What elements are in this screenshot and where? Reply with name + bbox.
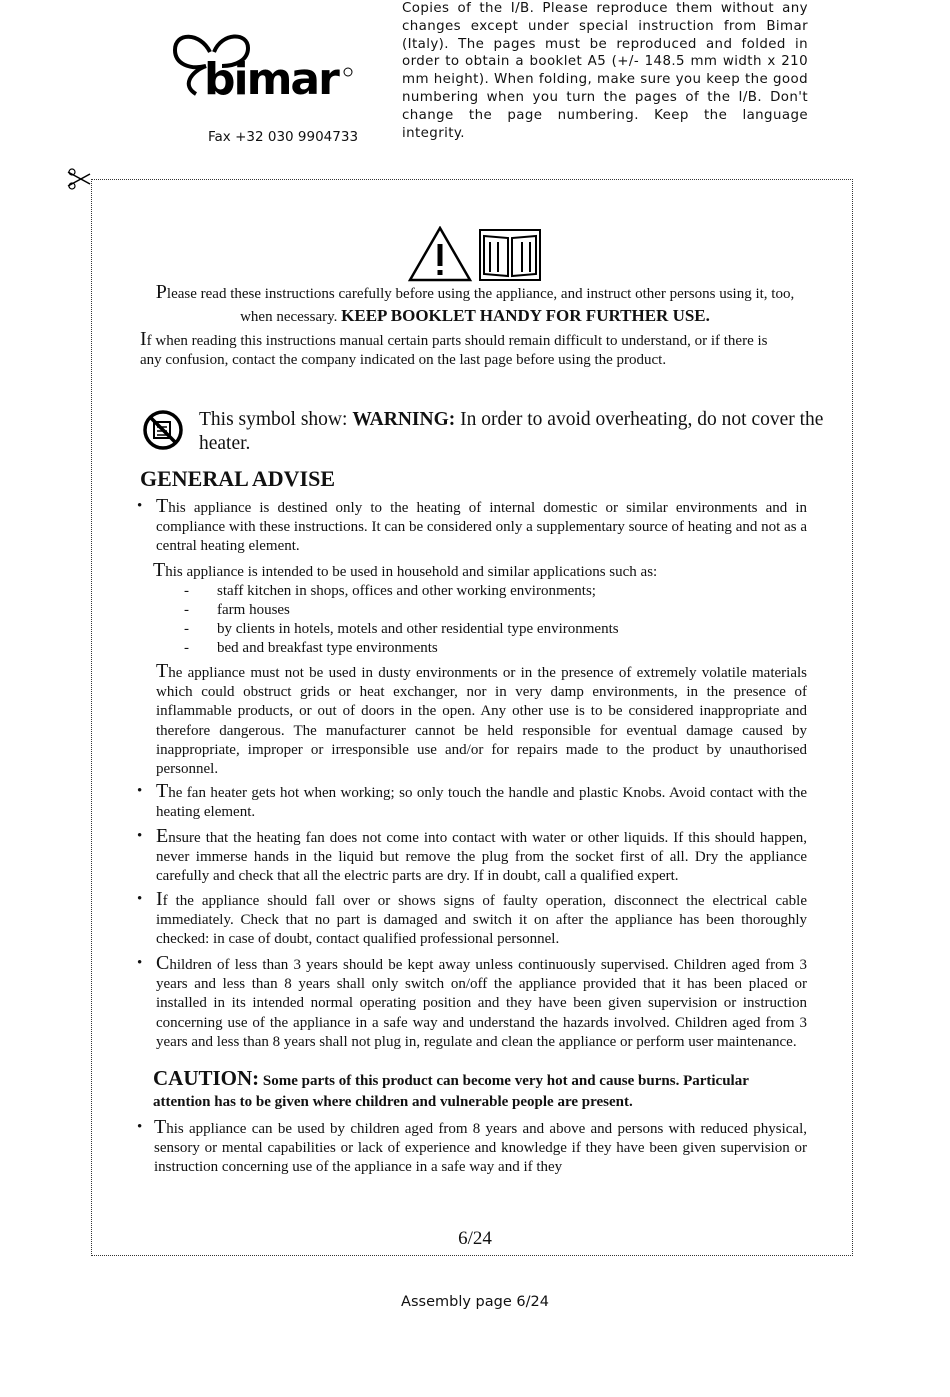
bimar-logo <box>170 30 360 102</box>
intro-paragraph-1: Please read these instructions carefully before using the appliance, and instruct other persons using it, too, when necessary. KEEP BOOKLET HANDY FOR FURTHER USE. <box>155 281 795 325</box>
section-heading: GENERAL ADVISE <box>140 466 336 491</box>
list-item: - staff kitchen in shops, offices and other working environments; <box>184 583 596 599</box>
dash-icon: - <box>184 602 189 618</box>
advice-paragraph-8: This appliance can be used by children aged from 8 years and above and persons with reduced physical, sensory or mental capabilities or lack of experience and knowledge if they have been given supervision or instruction concerning use of the appliance in a safe way and if they <box>154 1116 807 1176</box>
scissors-icon <box>66 168 92 190</box>
intro-paragraph-2: If when reading this instructions manual certain parts should remain difficult to understand, or if there is any confusion, contact the company indicated on the last page before using the product. <box>140 328 768 368</box>
bullet-icon: • <box>137 498 143 514</box>
fax-number: Fax +32 030 9904733 <box>208 129 359 145</box>
list-item: - by clients in hotels, motels and other residential type environments <box>184 621 619 637</box>
advice-paragraph-3: The appliance must not be used in dusty environments or in the presence of extremely volatile materials which could obstruct grids or heat exchanger, nor in very damp environments, in the presence of inflammable products, or out of doors in the open. Any other use is to be considered inappropriate and therefore dangerous. The manufacturer cannot be held responsible for eventual damage caused by inappropriate, improper or irresponsible use and/or for repairs made to the product by unauthorised personnel. <box>156 660 807 778</box>
page-number: 6/24 <box>458 1228 492 1249</box>
open-book-icon <box>480 230 540 280</box>
list-item: - bed and breakfast type environments <box>184 640 438 656</box>
warning-icons <box>408 226 544 282</box>
advice-paragraph-5: Ensure that the heating fan does not come into contact with water or other liquids. If this should happen, never immerse hands in the liquid but remove the plug from the socket first of all. Dry the appliance carefully and check that all the electric parts are dry. If in doubt, call a qualified expert. <box>156 825 807 885</box>
dash-icon: - <box>184 640 189 656</box>
advice-paragraph-7: Children of less than 3 years should be kept away unless continuously supervised. Children aged from 3 years and less than 8 years shall only switch on/off the appliance provided that it has been placed or installed in its intended normal operating position and they have been given supervision or instruction concerning use of the appliance in a safe way and understand the hazards involved. Children aged from 3 years and less than 8 years shall not plug in, regulate and clean the appliance or perform user maintenance. <box>156 952 807 1050</box>
symbol-warning-text: This symbol show: WARNING: In order to avoid overheating, do not cover the heater. <box>199 409 824 454</box>
dash-icon: - <box>184 583 189 599</box>
bullet-icon: • <box>137 1119 143 1135</box>
bullet-icon: • <box>137 828 143 844</box>
bullet-icon: • <box>137 891 143 907</box>
warning-triangle-icon <box>410 228 470 280</box>
svg-text:bimar: bimar <box>204 54 338 102</box>
caution-notice: CAUTION: Some parts of this product can become very hot and cause burns. Particular attention has to be given where children and vulnerable people are present. <box>153 1066 749 1110</box>
advice-paragraph-6: If the appliance should fall over or shows signs of faulty operation, disconnect the electrical cable immediately. Check that no part is damaged and switch it on after the appliance has been thoroughly checked: in case of doubt, contact qualified professional personnel. <box>156 888 807 948</box>
list-item: - farm houses <box>184 602 290 618</box>
advice-paragraph-1: This appliance is destined only to the heating of internal domestic or similar environments and in compliance with these instructions. It can be considered only a supplementary source of heating and not as a central heating element. <box>156 495 807 555</box>
bullet-icon: • <box>137 783 143 799</box>
advice-paragraph-2: This appliance is intended to be used in household and similar applications such as: <box>153 559 658 581</box>
advice-paragraph-4: The fan heater gets hot when working; so only touch the handle and plastic Knobs. Avoid contact with the heating element. <box>156 780 807 821</box>
usage-list <box>180 582 619 658</box>
do-not-cover-icon <box>142 409 184 451</box>
bullet-icon: • <box>137 955 143 971</box>
assembly-page-label: Assembly page 6/24 <box>401 1294 549 1310</box>
dash-icon: - <box>184 621 189 637</box>
copies-note: Copies of the I/B. Please reproduce them without any changes except under special instruction from Bimar (Italy). The pages must be reproduced and folded in order to obtain a booklet A5 (+/- 148.5 mm width x 210 mm height). When folding, make sure you keep the good numbering when you turn the pages of the I/B. Don't change the page numbering. Keep the language integrity. <box>402 1 808 141</box>
